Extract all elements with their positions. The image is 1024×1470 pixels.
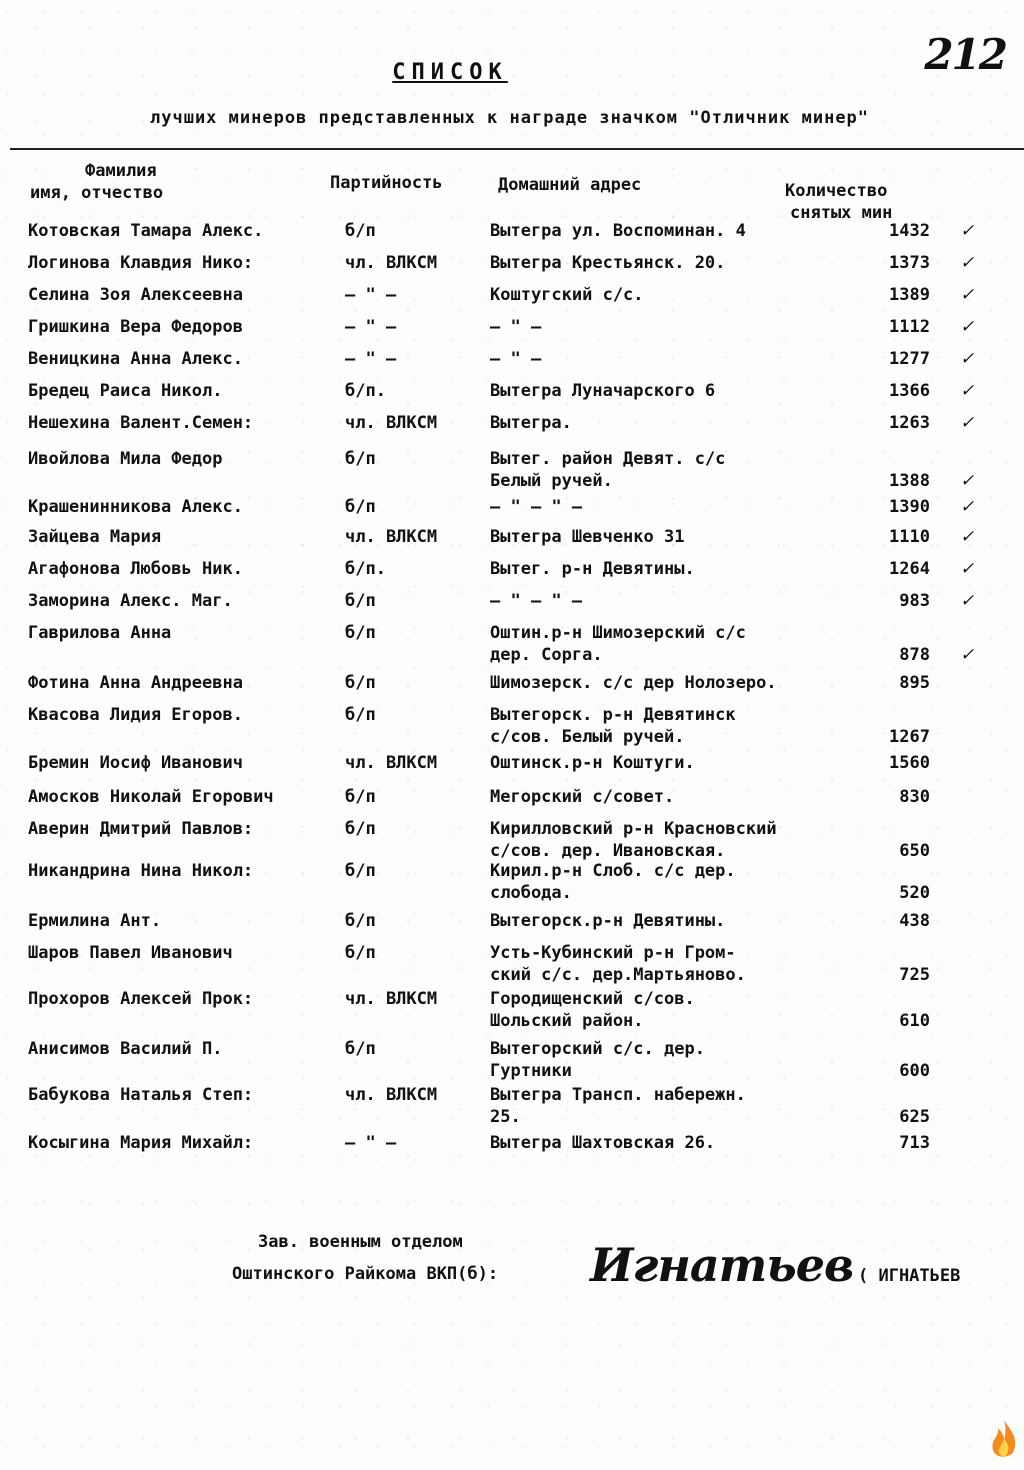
header-rule bbox=[10, 148, 1024, 150]
row-count: 1388 bbox=[889, 471, 930, 491]
row-count: 1263 bbox=[889, 413, 930, 433]
row-address: Вытегра Крестьянск. 20. bbox=[490, 253, 726, 273]
row-count: 520 bbox=[899, 883, 930, 903]
row-count: 438 bbox=[899, 911, 930, 931]
row-address: Вытег. район Девят. с/с Белый ручей. bbox=[490, 449, 726, 491]
row-address: Оштинск.р-н Коштуги. bbox=[490, 753, 695, 773]
row-count: 983 bbox=[899, 591, 930, 611]
row-count: 1366 bbox=[889, 381, 930, 401]
row-address: Кирил.р-н Слоб. с/с дер. слобода. bbox=[490, 861, 736, 903]
row-name: Заморина Алекс. Маг. bbox=[28, 591, 233, 611]
row-address: Вытегра Шевченко 31 bbox=[490, 527, 685, 547]
row-party: б/п bbox=[345, 591, 376, 611]
row-tick-mark: ✓ bbox=[960, 527, 975, 547]
row-name: Логинова Клавдия Нико: bbox=[28, 253, 254, 273]
row-party: б/п. bbox=[345, 559, 386, 579]
row-party: чл. ВЛКСМ bbox=[345, 1085, 438, 1105]
column-header-name-line1: Фамилия bbox=[85, 161, 157, 181]
row-party: б/п bbox=[345, 673, 376, 693]
row-count: 1267 bbox=[889, 727, 930, 747]
row-name: Зайцева Мария bbox=[28, 527, 162, 547]
row-party: б/п bbox=[345, 1039, 376, 1059]
row-tick-mark: ✓ bbox=[960, 349, 975, 369]
row-count: 713 bbox=[899, 1133, 930, 1153]
column-header-count-line2: снятых мин bbox=[790, 203, 893, 223]
row-name: Бредец Раиса Никол. bbox=[28, 381, 223, 401]
row-name: Агафонова Любовь Ник. bbox=[28, 559, 243, 579]
row-party: – " – bbox=[345, 1133, 397, 1153]
row-count: 610 bbox=[899, 1011, 930, 1031]
row-name: Ермилина Ант. bbox=[28, 911, 162, 931]
row-name: Бабукова Наталья Степ: bbox=[28, 1085, 254, 1105]
row-address: Вытегра Луначарского 6 bbox=[490, 381, 716, 401]
row-name: Косыгина Мария Михайл: bbox=[28, 1133, 254, 1153]
row-party: б/п bbox=[345, 943, 376, 963]
row-party: б/п bbox=[345, 497, 376, 517]
row-count: 895 bbox=[899, 673, 930, 693]
row-tick-mark: ✓ bbox=[960, 317, 975, 337]
row-party: б/п bbox=[345, 819, 376, 839]
row-party: б/п bbox=[345, 861, 376, 881]
row-count: 1389 bbox=[889, 285, 930, 305]
row-count: 1560 bbox=[889, 753, 930, 773]
column-header-count-line1: Количество bbox=[785, 181, 888, 201]
row-address: Вытегра Трансп. набережн. 25. bbox=[490, 1085, 746, 1127]
row-address: Усть-Кубинский р-н Гром- ский с/с. дер.Мартьяново. bbox=[490, 943, 746, 985]
row-party: б/п bbox=[345, 787, 376, 807]
row-party: чл. ВЛКСМ bbox=[345, 253, 438, 273]
row-address: Оштин.р-н Шимозерский с/с дер. Сорга. bbox=[490, 623, 746, 665]
signer-name: ( ИГНАТЬЕВ bbox=[858, 1266, 961, 1286]
row-tick-mark: ✓ bbox=[960, 253, 975, 273]
row-address: – " – bbox=[490, 349, 542, 369]
row-party: б/п bbox=[345, 449, 376, 469]
row-address: Коштугский с/с. bbox=[490, 285, 644, 305]
footer-organization: Оштинского Райкома ВКП(б): bbox=[232, 1264, 499, 1284]
row-count: 1277 bbox=[889, 349, 930, 369]
row-name: Крашенинникова Алекс. bbox=[28, 497, 243, 517]
row-name: Гришкина Вера Федоров bbox=[28, 317, 243, 337]
row-address: Вытегорск. р-н Девятинск с/сов. Белый ручей. bbox=[490, 705, 736, 747]
row-party: б/п. bbox=[345, 381, 386, 401]
row-name: Веницкина Анна Алекс. bbox=[28, 349, 243, 369]
row-name: Амосков Николай Егорович bbox=[28, 787, 274, 807]
row-name: Аверин Дмитрий Павлов: bbox=[28, 819, 254, 839]
row-name: Нешехина Валент.Семен: bbox=[28, 413, 254, 433]
row-address: Вытегра Шахтовская 26. bbox=[490, 1133, 716, 1153]
row-name: Анисимов Василий П. bbox=[28, 1039, 223, 1059]
row-count: 1110 bbox=[889, 527, 930, 547]
row-count: 1112 bbox=[889, 317, 930, 337]
row-name: Гаврилова Анна bbox=[28, 623, 172, 643]
row-count: 625 bbox=[899, 1107, 930, 1127]
page-number: 212 bbox=[924, 30, 1006, 79]
row-tick-mark: ✓ bbox=[960, 413, 975, 433]
row-party: б/п bbox=[345, 623, 376, 643]
row-address: Городищенский с/сов. Шольский район. bbox=[490, 989, 695, 1031]
column-header-count bbox=[785, 180, 892, 224]
row-count: 600 bbox=[899, 1061, 930, 1081]
row-party: – " – bbox=[345, 285, 397, 305]
row-tick-mark: ✓ bbox=[960, 381, 975, 401]
document-title: СПИСОК bbox=[392, 60, 508, 85]
row-name: Ивойлова Мила Федор bbox=[28, 449, 223, 469]
row-address: Вытегра ул. Воспоминан. 4 bbox=[490, 221, 746, 241]
row-address: Вытегра. bbox=[490, 413, 572, 433]
column-header-address: Домашний адрес bbox=[498, 175, 642, 195]
row-count: 725 bbox=[899, 965, 930, 985]
row-tick-mark: ✓ bbox=[960, 591, 975, 611]
document-subtitle: лучших минеров представленных к награде значком "Отличник минер" bbox=[150, 108, 870, 128]
row-address: Вытегорск.р-н Девятины. bbox=[490, 911, 726, 931]
row-tick-mark: ✓ bbox=[960, 497, 975, 517]
row-address: Кирилловский р-н Красновский с/сов. дер. Ивановская. bbox=[490, 819, 777, 861]
row-party: б/п bbox=[345, 221, 376, 241]
row-count: 830 bbox=[899, 787, 930, 807]
row-name: Никандрина Нина Никол: bbox=[28, 861, 254, 881]
row-tick-mark: ✓ bbox=[960, 559, 975, 579]
row-party: чл. ВЛКСМ bbox=[345, 753, 438, 773]
row-party: чл. ВЛКСМ bbox=[345, 989, 438, 1009]
row-party: б/п bbox=[345, 705, 376, 725]
row-party: – " – bbox=[345, 349, 397, 369]
row-address: Шимозерск. с/с дер Нолозеро. bbox=[490, 673, 777, 693]
row-count: 1390 bbox=[889, 497, 930, 517]
row-name: Квасова Лидия Егоров. bbox=[28, 705, 243, 725]
row-tick-mark: ✓ bbox=[960, 471, 975, 491]
row-tick-mark: ✓ bbox=[960, 645, 975, 665]
row-address: Мегорский с/совет. bbox=[490, 787, 675, 807]
row-count: 1264 bbox=[889, 559, 930, 579]
handwritten-signature: Игнатьев bbox=[590, 1238, 854, 1292]
row-party: б/п bbox=[345, 911, 376, 931]
row-address: Вытегорский с/с. дер. Гуртники bbox=[490, 1039, 705, 1081]
row-name: Котовская Тамара Алекс. bbox=[28, 221, 264, 241]
row-address: – " – bbox=[490, 317, 542, 337]
row-tick-mark: ✓ bbox=[960, 285, 975, 305]
row-party: – " – bbox=[345, 317, 397, 337]
column-header-name-line2: имя, отчество bbox=[30, 183, 164, 203]
column-header-name bbox=[30, 160, 163, 204]
row-address: – " – " – bbox=[490, 497, 583, 517]
row-name: Селина Зоя Алексеевна bbox=[28, 285, 243, 305]
footer-position: Зав. военным отделом bbox=[258, 1232, 463, 1252]
column-header-party: Партийность bbox=[330, 173, 443, 193]
row-tick-mark: ✓ bbox=[960, 221, 975, 241]
row-count: 650 bbox=[899, 841, 930, 861]
row-count: 1432 bbox=[889, 221, 930, 241]
flame-logo-icon bbox=[988, 1418, 1020, 1462]
row-count: 878 bbox=[899, 645, 930, 665]
row-name: Бремин Иосиф Иванович bbox=[28, 753, 243, 773]
row-name: Шаров Павел Иванович bbox=[28, 943, 233, 963]
row-address: Вытег. р-н Девятины. bbox=[490, 559, 695, 579]
row-name: Прохоров Алексей Прок: bbox=[28, 989, 254, 1009]
row-count: 1373 bbox=[889, 253, 930, 273]
row-party: чл. ВЛКСМ bbox=[345, 527, 438, 547]
row-name: Фотина Анна Андреевна bbox=[28, 673, 243, 693]
row-party: чл. ВЛКСМ bbox=[345, 413, 438, 433]
row-address: – " – " – bbox=[490, 591, 583, 611]
